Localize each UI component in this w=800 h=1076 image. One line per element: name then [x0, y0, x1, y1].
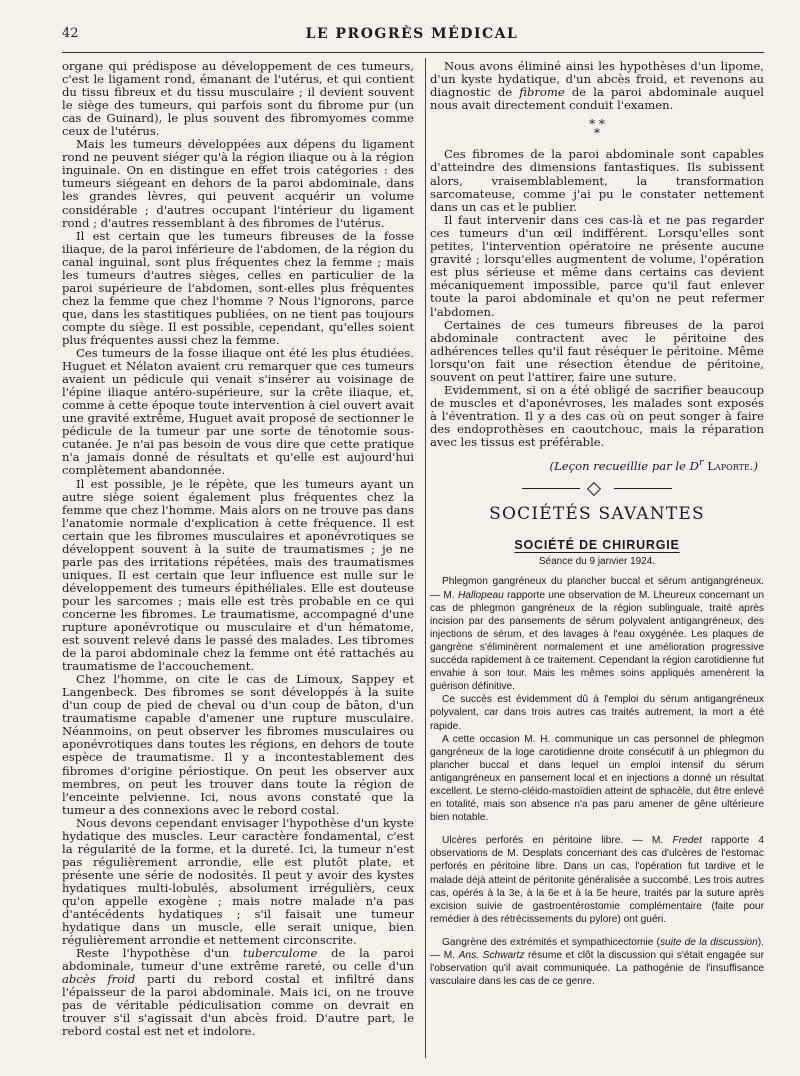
paragraph — [430, 60, 764, 112]
session-date: Séance du 9 janvier 1924. — [538, 556, 656, 568]
left-column — [62, 60, 414, 1060]
column-divider — [425, 58, 426, 1058]
text-run: .) — [749, 458, 758, 473]
text-run: (Leçon recueillie par le D — [549, 458, 699, 473]
text-run: résume et clôt la discussion qui s'était engagée sur l'observation qu'il avait communiquée. La pathogénie de l'insuffisance vasculaire dans les cas de ce genre. — [430, 950, 764, 988]
speaker-name: Ans. Schwartz — [458, 950, 525, 962]
paragraph: Il est possible, je le répète, que les tumeurs ayant un autre siège soient également plus fréquentes chez la femme que chez l'homme. Mais alors on ne trouve pas dans l'anatomie normale d'explication à cette fréquence. Il est certain que les fibromes musculaires et aponévrotiques se développent souvent à la suite de traumatismes ; je ne parle pas des irritations répétées, mais des traumatismes uniques. Il est certain que leur influence est nulle sur le développement des tumeurs épithéliales. Elle est douteuse pour les sarcomes ; mais elle est très probable en ce qui concerne les fibromes. Le traumatisme, accompagné d'une rupture aponévrotique ou musculaire et d'un hématome, est souvent relevé dans le passé des malades. Les tibromes de la paroi abdominale chez la femme ont été rattachés au traumatisme de l'accouchement. — [62, 476, 414, 674]
paragraph — [62, 947, 414, 1038]
lecture-signature — [430, 456, 764, 473]
ornament-diamond — [587, 482, 601, 496]
paragraph: Chez l'homme, on cite le cas de Limoux, Sappey et Langenbeck. Des fibromes se sont développés à la suite d'un coup de pied de cheval ou d'un coup de bâton, d'un traumatisme capable d'amener une rupture musculaire. Néanmoins, on peut observer les fibromes musculaires ou aponévrotiques dans toutes les régions, en dehors de toute espèce de traumatisme. Il y a incontestablement des fibromes d'origine périostique. On peut les observer aux membres, on peut les trouver dans toute la région de l'enceinte pelvienne. Ici, nous avons constaté que la tumeur a des connexions avec le rebord costal. — [62, 672, 414, 817]
author-name: Laporte — [707, 458, 750, 473]
italic-term: abcès froid — [62, 972, 136, 987]
page-number: 42 — [62, 26, 79, 41]
ornament-line — [522, 488, 580, 489]
asterism — [430, 117, 764, 141]
speaker-name: Fredet — [672, 835, 702, 847]
paragraph: Ces fibromes de la paroi abdominale sont capables d'atteindre des dimensions fantastiques. Ils subissent alors, vraisemblablement, la transformation sarcomateuse, comme j'ai pu le constater nettement dans un cas et le publier. — [430, 147, 764, 214]
text-run: ). — M. — [430, 936, 764, 962]
right-column — [430, 60, 764, 1060]
section-ornament — [522, 484, 672, 494]
italic-term: fibrome — [519, 85, 565, 100]
paragraph — [430, 834, 764, 926]
paragraph: A cette occasion M. H. communique un cas personnel de phlegmon gangréneux de la loge carotidienne droite consécutif à un phlegmon du plancher buccal et dans lequel un emploi intensif du sérum antigangréneux en pansement local et en injections a donné un résultat excellent. Le sterno-cléido-mastoïdien atteint de sphacèle, dut être enlevé en totalité, mais son absence n'a pas paru amener de gêne ultérieure bien notable. — [430, 733, 764, 824]
text-run: rapporte 4 observations de M. Desplats concernant des cas d'ulcères de l'estomac perforés en péritoine libre. Dans un cas, l'opération fut tardive et le malade déjà atteint de péritonite généralisée a succombé. Les trois autres cas, opérés à la 3e, à la 6e et à la 5e heure, traités par la suture après excision suivie de gastroentérostomie complémentaire (faite pour remédier à des rétrécissements du pylore) ont guéri. — [430, 835, 764, 925]
paragraph: Il faut intervenir dans ces cas-là et ne pas regarder ces tumeurs d'un œil indifférent. Lorsqu'elles sont petites, l'intervention opératoire ne présente aucune gravité ; lorsqu'elles augmentent de volume, l'opération est plus sérieuse et même dans certains cas devient mécaniquement impossible, parce qu'il faut enlever toute la paroi abdominale et qu'on ne peut refermer l'abdomen. — [430, 212, 764, 319]
page-header — [62, 26, 762, 50]
text-run: Nous avons éliminé ainsi les hypothèses d'un lipome, d'un kyste hydatique, d'un abcès froid, et revenons au diagnostic de — [430, 60, 764, 100]
paragraph: Nous devons cependant envisager l'hypothèse d'un kyste hydatique des muscles. Leur caractère fondamental, c'est la régularité de la forme, et la dureté. Ici, la tumeur n'est pas régulièrement arrondie, elle est plutôt plate, et présente une série de nodosités. Il peut y avoir des kystes hydatiques multi-lobulés, absolument irrégulièrs, ceux qu'on appelle exogène ; mais notre malade n'a pas d'antécédents hydatiques ; s'il faisait une tumeur hydatique dans un muscle, elle serait unique, bien régulièrement arrondie et nettement circonscrite. — [62, 815, 414, 948]
paragraph: Ces tumeurs de la fosse iliaque ont été les plus étudiées. Huguet et Nélaton avaient cru remarquer que ces tumeurs avaient un pédicule qui venait s'insérer au voisinage de l'épine iliaque antéro-supérieure, sur la crête iliaque, et, comme à cette époque toute intervention à ciel ouvert avait une gravité extrême, Huguet avait proposé de sectionner le pédicule de la tumeur par une sorte de ténotomie sous-cutanée. Je n'ai pas besoin de vous dire que cette pratique n'a jamais donné de résultats et qu'elle est aujourd'hui complètement abandonnée. — [62, 346, 414, 478]
paragraph — [430, 936, 764, 988]
paragraph: Evidemment, si on a été obligé de sacrifier beaucoup de muscles et d'aponévroses, les malades sont exposés à l'éventration. Il y a des cas où on peut songer à faire des endoprothèses en caoutchouc, mais la réparation avec les tissus est préférable. — [430, 383, 764, 450]
paragraph: Mais les tumeurs développées aux dépens du ligament rond ne peuvent siéger qu'à la région iliaque ou à la région inguinale. On en distingue en effet trois catégories : des tumeurs siégeant en dehors de la paroi abdominale, dans les grandes lèvres, qui peuvent acquérir un volume considérable ; d'autres occupant l'intérieur du ligament rond ; d'autres ressemblant à des fibromes de l'utérus. — [62, 137, 414, 230]
entry-gap — [430, 824, 764, 834]
asterism-glyphs: * * * — [589, 117, 605, 141]
paragraph: Ce succès est évidemment dû à l'emploi du sérum antigangréneux polyvalent, car dans trois autres cas traités autrement, la mort a été rapide. — [430, 694, 764, 732]
italic-term: suite de la discussion — [659, 936, 758, 948]
society-proceedings — [430, 575, 764, 988]
running-title: LE PROGRÈS MÉDICAL — [305, 26, 519, 42]
text-run: rapporte une observation de M. Lheureux concernant un cas de phlegmon gangréneux de la région sublinguale, traité après incision par des pansements de sérum polyvalent antigangréneux, des injections de sérum, et des lavages à l'eau oxygénée. Les plaques de gangrène s'éliminèrent normalement et une amélioration progressive succéda rapidement à ce traitement. Cependant la région carotidienne fut envahie à son tour. Mais les mêmes soins appliqués amenèrent la guérison définitive. — [430, 589, 764, 693]
paragraph: organe qui prédispose au développement de ces tumeurs, c'est le ligament rond, émanant de l'utérus, et qui contient du tissu fibreux et du tissu musculaire ; il devient souvent le siège des tumeurs, qui parfois sont du fibrome pur (un cas de Guinard), le plus souvent des fibromyomes comme ceux de l'utérus. — [62, 60, 414, 139]
ornament-line — [614, 488, 672, 489]
header-rule — [62, 52, 764, 53]
text-run: de la paroi abdominale auquel nous avait directement conduit l'examen. — [430, 85, 764, 113]
text-run: Gangrène des extrémités et sympathicectomie ( — [442, 936, 660, 948]
section-title: SOCIÉTÉS SAVANTES — [489, 504, 705, 525]
society-title: SOCIÉTÉ DE CHIRURGIE — [514, 538, 680, 553]
paragraph: Il est certain que les tumeurs fibreuses de la fosse iliaque, de la paroi inférieure de l'abdomen, de la région du canal inguinal, sont plus fréquentes chez la femme ; mais les tumeurs d'autres sièges, celles en particulier de la paroi supérieure de l'abdomen, sont-elles plus fréquentes chez la femme que chez l'homme ? Nous l'ignorons, parce que, dans les stastitiques publiées, on ne tient pas toujours compte du siège. Il est possible, cependant, qu'elles soient plus fréquentes aussi chez la femme. — [62, 228, 414, 347]
text-run: parti du rebord costal et infiltré dans l'épaisseur de la paroi abdominale. Mais ici, on ne trouve pas de véritable pédiculisation comme on devrait en trouver s'il s'agissait d'un abcès froid. D'autre part, le rebord costal est net et indolore. — [62, 972, 414, 1039]
text-run: de la paroi abdominale, tumeur d'une extrême rareté, ou celle d'un — [62, 946, 414, 974]
speaker-name: Hallopeau — [457, 589, 504, 601]
superscript: r — [698, 456, 704, 468]
text-run: Phlegmon gangréneux du plancher buccal et sérum antigangréneux. — M. — [430, 576, 764, 601]
paragraph — [430, 575, 764, 693]
entry-gap — [430, 926, 764, 936]
italic-term: tuberculome — [242, 946, 318, 961]
text-run: Ulcères perforés en péritoine libre. — M. — [442, 835, 673, 847]
paragraph: Certaines de ces tumeurs fibreuses de la paroi abdominale contractent avec le péritoine des adhérences telles qu'il faut réséquer le péritoine. Même lorsqu'on fait une résection étendue de péritoine, souvent on peut l'attirer, faire une suture. — [430, 317, 764, 384]
text-run: Reste l'hypothèse d'un — [76, 946, 243, 961]
